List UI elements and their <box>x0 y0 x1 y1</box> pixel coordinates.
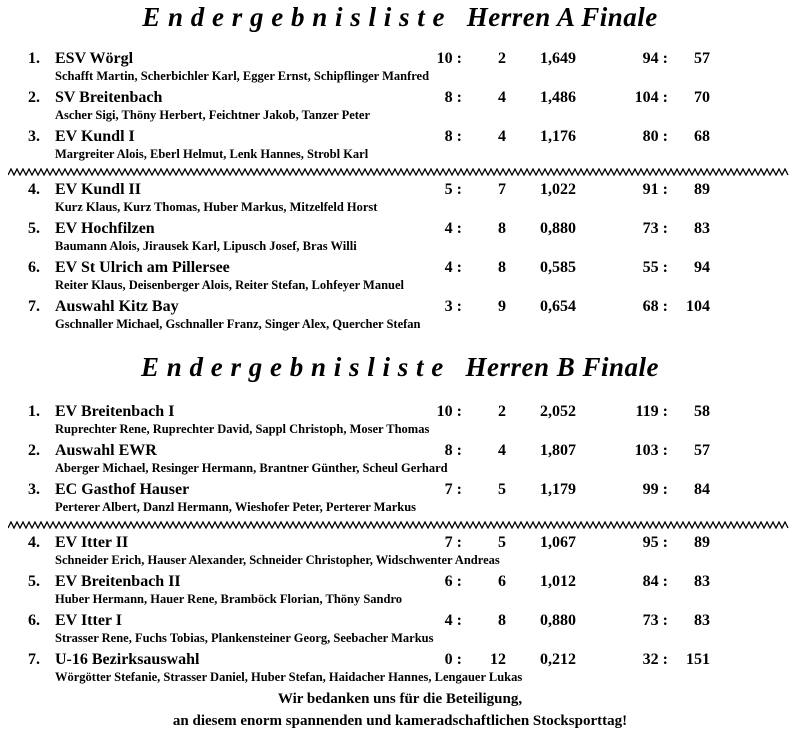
points-won: 3 : <box>444 298 462 315</box>
quotient: 1,179 <box>540 481 576 498</box>
points-lost: 8 <box>498 259 506 276</box>
score-against: 151 <box>686 651 710 668</box>
team-members: Reiter Klaus, Deisenberger Alois, Reiter Stefan, Lohfeyer Manuel <box>55 278 405 292</box>
quotient: 1,022 <box>540 181 576 198</box>
quotient: 1,649 <box>540 50 576 67</box>
points-lost: 2 <box>498 403 506 420</box>
score-against: 89 <box>694 534 710 551</box>
rank: 5. <box>28 220 40 237</box>
rank: 2. <box>28 442 40 459</box>
rank: 7. <box>28 298 40 315</box>
quotient: 0,212 <box>540 651 576 668</box>
rank: 3. <box>28 481 40 498</box>
score-against: 89 <box>694 181 710 198</box>
team-name: Auswahl EWR <box>55 442 157 459</box>
points-won: 7 : <box>444 534 462 551</box>
team-name: ESV Wörgl <box>55 50 134 67</box>
points-lost: 8 <box>498 220 506 237</box>
score-against: 58 <box>694 403 710 420</box>
score-against: 68 <box>694 128 710 145</box>
team-name: EV St Ulrich am Pillersee <box>55 259 230 276</box>
points-won: 8 : <box>444 128 462 145</box>
rank: 4. <box>28 534 40 551</box>
table-row <box>0 48 800 87</box>
rank: 3. <box>28 128 40 145</box>
team-members: Schafft Martin, Scherbichler Karl, Egger Ernst, Schipflinger Manfred <box>55 69 430 83</box>
quotient: 0,880 <box>540 612 576 629</box>
points-lost: 7 <box>498 181 506 198</box>
team-members: Wörgötter Stefanie, Strasser Daniel, Huber Stefan, Haidacher Hannes, Lengauer Lukas <box>55 670 523 684</box>
section-b-title: E n d e r g e b n i s l i s t e Herren B Finale <box>140 352 660 382</box>
team-members: Aberger Michael, Resinger Hermann, Brantner Günther, Scheul Gerhard <box>55 461 448 475</box>
team-name: EV Kundl I <box>55 128 135 145</box>
score-for: 95 : <box>642 534 668 551</box>
table-row <box>0 257 800 296</box>
points-lost: 12 <box>490 651 506 668</box>
score-against: 83 <box>694 573 710 590</box>
footer-line-2: an diesem enorm spannenden und kameradschaftlichen Stocksporttag! <box>172 713 628 729</box>
team-members: Gschnaller Michael, Gschnaller Franz, Singer Alex, Quercher Stefan <box>55 317 421 331</box>
table-row <box>0 218 800 257</box>
team-members: Strasser Rene, Fuchs Tobias, Plankensteiner Georg, Seebacher Markus <box>55 631 434 645</box>
quotient: 1,067 <box>540 534 576 551</box>
points-lost: 5 <box>498 534 506 551</box>
score-against: 84 <box>694 481 710 498</box>
team-members: Huber Hermann, Hauer Rene, Bramböck Florian, Thöny Sandro <box>55 592 403 606</box>
points-won: 4 : <box>444 220 462 237</box>
section-b-table <box>0 401 800 688</box>
points-won: 5 : <box>444 181 462 198</box>
table-row <box>0 401 800 440</box>
score-for: 91 : <box>642 181 668 198</box>
team-members: Ascher Sigi, Thöny Herbert, Feichtner Jakob, Tanzer Peter <box>55 108 371 122</box>
quotient: 1,176 <box>540 128 576 145</box>
score-for: 32 : <box>642 651 668 668</box>
table-row <box>0 610 800 649</box>
table-row <box>0 87 800 126</box>
points-won: 0 : <box>444 651 462 668</box>
table-row <box>0 649 800 688</box>
points-won: 4 : <box>444 612 462 629</box>
team-name: EV Kundl II <box>55 181 141 198</box>
zigzag-divider <box>0 165 800 179</box>
zigzag-divider <box>0 518 800 532</box>
team-name: Auswahl Kitz Bay <box>55 298 179 315</box>
points-lost: 8 <box>498 612 506 629</box>
rank: 1. <box>28 403 40 420</box>
rank: 1. <box>28 50 40 67</box>
points-won: 6 : <box>444 573 462 590</box>
table-row <box>0 179 800 218</box>
points-won: 8 : <box>444 442 462 459</box>
team-name: EV Itter I <box>55 612 122 629</box>
section-a-table <box>0 48 800 335</box>
team-name: EV Itter II <box>55 534 129 551</box>
points-lost: 4 <box>498 128 506 145</box>
points-won: 10 : <box>436 50 462 67</box>
score-against: 57 <box>694 50 710 67</box>
quotient: 0,880 <box>540 220 576 237</box>
rank: 5. <box>28 573 40 590</box>
table-row <box>0 296 800 335</box>
score-for: 84 : <box>642 573 668 590</box>
score-for: 104 : <box>634 89 668 106</box>
score-against: 83 <box>694 220 710 237</box>
table-row <box>0 571 800 610</box>
score-for: 73 : <box>642 612 668 629</box>
score-against: 57 <box>694 442 710 459</box>
points-lost: 6 <box>498 573 506 590</box>
section-a-title: E n d e r g e b n i s l i s t e Herren A Finale <box>142 2 658 32</box>
team-members: Margreiter Alois, Eberl Helmut, Lenk Hannes, Strobl Karl <box>55 147 369 161</box>
quotient: 0,654 <box>540 298 576 315</box>
table-row <box>0 532 800 571</box>
quotient: 1,486 <box>540 89 576 106</box>
team-name: SV Breitenbach <box>55 89 163 106</box>
team-name: EV Breitenbach I <box>55 403 175 420</box>
rank: 7. <box>28 651 40 668</box>
table-row <box>0 126 800 165</box>
score-for: 99 : <box>642 481 668 498</box>
rank: 2. <box>28 89 40 106</box>
team-name: U-16 Bezirksauswahl <box>55 651 200 668</box>
score-against: 94 <box>694 259 710 276</box>
points-won: 7 : <box>444 481 462 498</box>
score-against: 70 <box>694 89 710 106</box>
score-for: 73 : <box>642 220 668 237</box>
points-lost: 9 <box>498 298 506 315</box>
team-members: Schneider Erich, Hauser Alexander, Schneider Christopher, Widschwenter Andreas <box>55 553 500 567</box>
score-for: 94 : <box>642 50 668 67</box>
points-lost: 4 <box>498 442 506 459</box>
team-name: EV Hochfilzen <box>55 220 155 237</box>
score-for: 80 : <box>642 128 668 145</box>
score-against: 104 <box>686 298 710 315</box>
points-won: 10 : <box>436 403 462 420</box>
team-members: Baumann Alois, Jirausek Karl, Lipusch Josef, Bras Willi <box>55 239 357 253</box>
team-members: Kurz Klaus, Kurz Thomas, Huber Markus, Mitzelfeld Horst <box>55 200 378 214</box>
table-row <box>0 479 800 518</box>
team-name: EC Gasthof Hauser <box>55 481 190 498</box>
points-won: 4 : <box>444 259 462 276</box>
quotient: 1,012 <box>540 573 576 590</box>
rank: 6. <box>28 612 40 629</box>
score-for: 103 : <box>634 442 668 459</box>
quotient: 0,585 <box>540 259 576 276</box>
table-row <box>0 440 800 479</box>
team-name: EV Breitenbach II <box>55 573 181 590</box>
quotient: 1,807 <box>540 442 576 459</box>
points-lost: 2 <box>498 50 506 67</box>
team-members: Ruprechter Rene, Ruprechter David, Sappl Christoph, Moser Thomas <box>55 422 430 436</box>
rank: 6. <box>28 259 40 276</box>
quotient: 2,052 <box>540 403 576 420</box>
rank: 4. <box>28 181 40 198</box>
points-lost: 4 <box>498 89 506 106</box>
points-won: 8 : <box>444 89 462 106</box>
score-for: 68 : <box>642 298 668 315</box>
footer-line-1: Wir bedanken uns für die Beteiligung, <box>277 691 523 707</box>
score-against: 83 <box>694 612 710 629</box>
team-members: Perterer Albert, Danzl Hermann, Wieshofer Peter, Perterer Markus <box>55 500 417 514</box>
points-lost: 5 <box>498 481 506 498</box>
score-for: 55 : <box>642 259 668 276</box>
score-for: 119 : <box>635 403 668 420</box>
